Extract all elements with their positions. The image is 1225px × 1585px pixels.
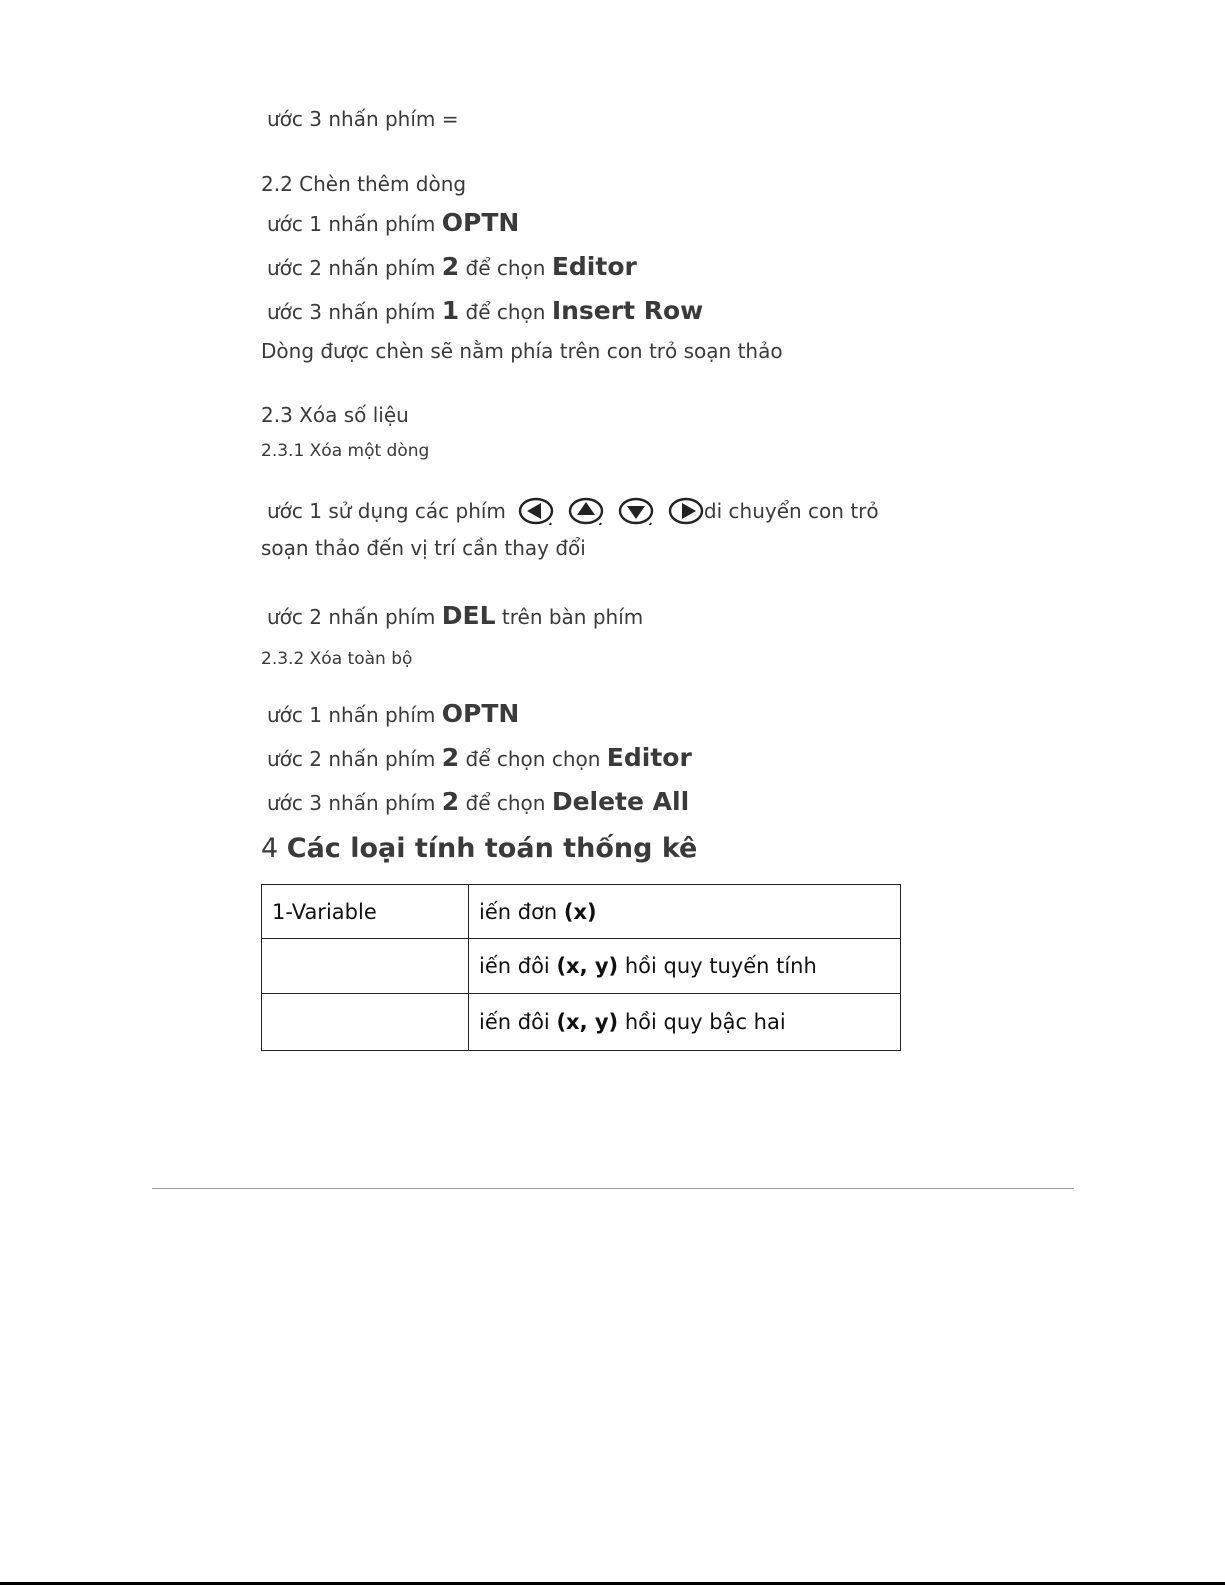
desc-vars: (x, y) xyxy=(556,1010,619,1034)
delete-row-step-2 xyxy=(267,603,643,628)
key-1: 1 xyxy=(441,296,460,325)
key-del: DEL xyxy=(441,601,496,630)
key-2: 2 xyxy=(441,787,460,816)
heading-2-3-2 xyxy=(261,651,412,668)
step-text: ước 3 nhấn phím xyxy=(267,791,442,815)
target-insert-row: Insert Row xyxy=(551,296,704,325)
step-text: soạn thảo đến vị trí cần thay đổi xyxy=(261,536,586,560)
up-arrow-key-icon xyxy=(568,497,604,525)
desc-vars: (x, y) xyxy=(556,954,619,978)
target-editor: Editor xyxy=(606,743,692,772)
left-arrow-key-icon xyxy=(518,497,554,525)
desc-text: iến đơn xyxy=(479,899,564,924)
heading-2-2 xyxy=(261,174,466,194)
description-cell xyxy=(469,885,901,939)
delete-all-step-1 xyxy=(267,701,519,726)
section-number: 4 xyxy=(261,833,287,864)
step-mid: để chọn xyxy=(459,256,552,280)
right-arrow-key-icon xyxy=(668,497,704,525)
down-arrow-key-icon xyxy=(618,497,654,525)
key-optn: OPTN xyxy=(441,699,520,728)
step-text: ước 1 sử dụng các phím xyxy=(267,499,506,523)
desc-text: iến đôi xyxy=(479,1010,557,1034)
step-text: ước 2 nhấn phím xyxy=(267,605,442,629)
description-cell xyxy=(469,994,901,1051)
step-text: ước 3 nhấn phím xyxy=(267,300,442,324)
target-editor: Editor xyxy=(551,252,637,281)
delete-all-step-3 xyxy=(267,789,689,814)
insert-step-1 xyxy=(267,210,519,235)
subheading-text: 2.3.2 Xóa toàn bộ xyxy=(261,649,413,669)
page-divider xyxy=(152,1188,1074,1189)
target-delete-all: Delete All xyxy=(551,787,690,816)
step-tail: di chuyển con trỏ xyxy=(703,499,879,523)
delete-row-step-1-cont xyxy=(261,538,586,558)
table-row xyxy=(262,994,901,1051)
table-row xyxy=(262,885,901,939)
desc-tail: hồi quy tuyến tính xyxy=(618,954,817,978)
delete-all-step-2 xyxy=(267,745,692,770)
section-4-heading xyxy=(261,835,697,862)
note-text: Dòng được chèn sẽ nằm phía trên con trỏ soạn thảo xyxy=(261,339,783,363)
subheading-text: 2.3.1 Xóa một dòng xyxy=(261,441,430,461)
description-cell xyxy=(469,939,901,994)
step-tail: trên bàn phím xyxy=(495,605,644,629)
key-2: 2 xyxy=(441,252,460,281)
step-text: ước 2 nhấn phím xyxy=(267,747,442,771)
heading-text: 2.3 Xóa số liệu xyxy=(261,403,409,427)
mode-cell xyxy=(262,939,469,994)
key-optn: OPTN xyxy=(441,208,520,237)
step-text: ước 1 nhấn phím xyxy=(267,703,442,727)
section-title: Các loại tính toán thống kê xyxy=(286,833,698,864)
heading-2-3 xyxy=(261,405,409,425)
insert-step-2 xyxy=(267,254,637,279)
stat-calc-table xyxy=(261,884,901,1051)
mode-cell: 1-Variable xyxy=(262,885,469,939)
delete-row-step-1 xyxy=(267,497,879,525)
heading-2-3-1 xyxy=(261,443,429,460)
step-text: ước 3 nhấn phím = xyxy=(267,107,459,131)
step-mid: để chọn xyxy=(459,791,552,815)
step-text: ước 2 nhấn phím xyxy=(267,256,442,280)
desc-tail: hồi quy bậc hai xyxy=(618,1010,786,1034)
step-text: ước 1 nhấn phím xyxy=(267,212,442,236)
insert-note xyxy=(261,341,783,361)
heading-text: 2.2 Chèn thêm dòng xyxy=(261,172,467,196)
mode-cell xyxy=(262,994,469,1051)
key-2: 2 xyxy=(441,743,460,772)
table-row xyxy=(262,939,901,994)
step-mid: để chọn xyxy=(459,300,552,324)
step-3-equals xyxy=(267,109,459,129)
insert-step-3 xyxy=(267,298,703,323)
step-mid: để chọn chọn xyxy=(459,747,607,771)
desc-vars: (x) xyxy=(563,899,597,924)
desc-text: iến đôi xyxy=(479,954,557,978)
